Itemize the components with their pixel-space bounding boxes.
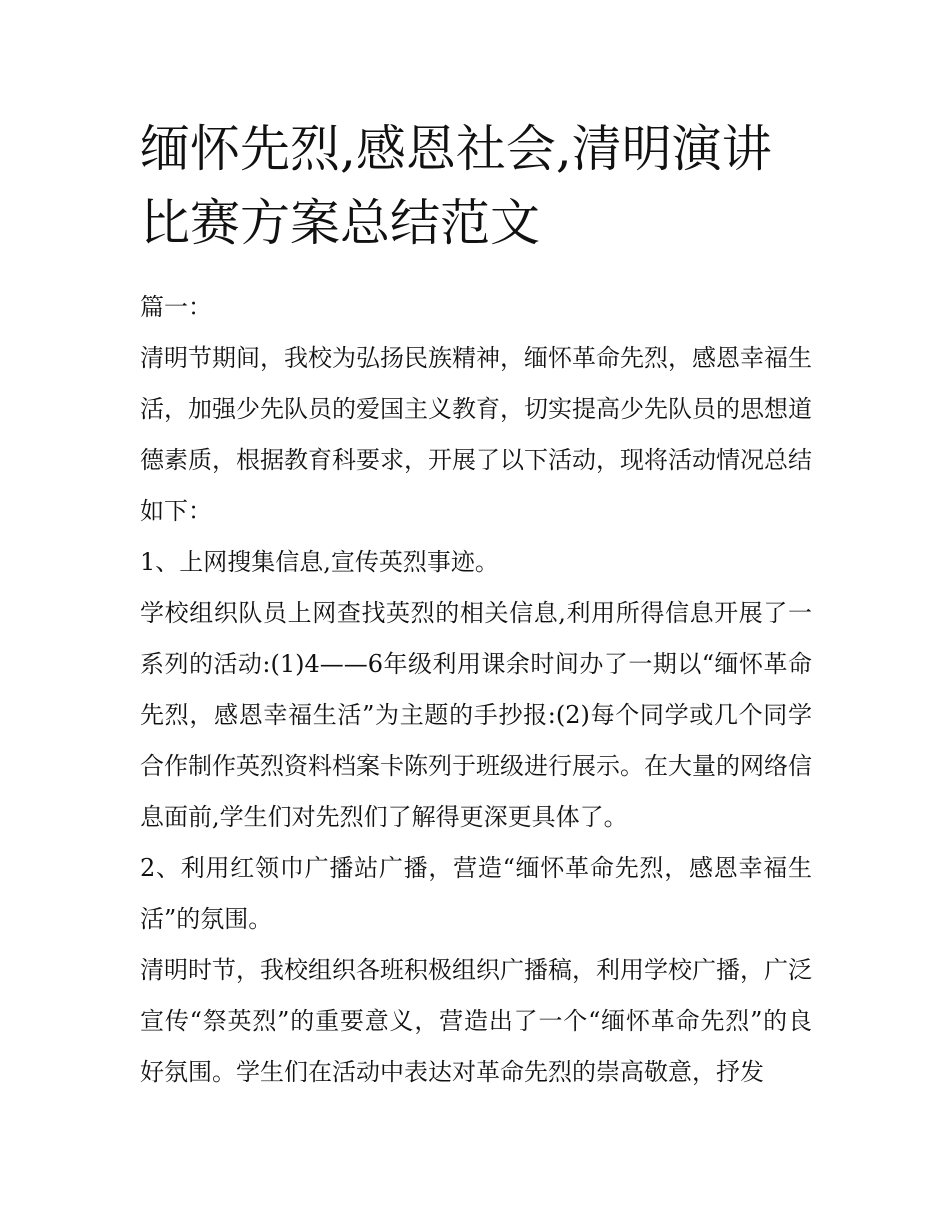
item-2-paragraph: 清明时节，我校组织各班积极组织广播稿，利用学校广播，广泛宣传“祭英烈”的重要意义，营造出了一个“缅怀革命先烈”的良好氛围。学生们在活动中表达对革命先烈的崇高敬意，抒发 xyxy=(140,956,812,1086)
item-2-heading: 2、利用红领巾广播站广播，营造“缅怀革命先烈，感恩幸福生活”的氛围。 xyxy=(140,854,812,933)
item-1-paragraph: 学校组织队员上网查找英烈的相关信息,利用所得信息开展了一系列的活动:(1)4——6年级利用课余时间办了一期以“缅怀革命先烈，感恩幸福生活”为主题的手抄报:(2)每个同学或几个同学合作制作英烈资料档案卡陈列于班级进行展示。在大量的网络信息面前,学生们对先烈们了解得更深更具体了。 xyxy=(140,599,812,831)
document-content xyxy=(140,112,812,1098)
document-title: 缅怀先烈,感恩社会,清明演讲比赛方案总结范文 xyxy=(140,120,772,252)
section-heading-part-one: 篇一： xyxy=(140,293,212,321)
document-body xyxy=(140,282,812,1098)
intro-paragraph: 清明节期间，我校为弘扬民族精神，缅怀革命先烈，感恩幸福生活，加强少先队员的爱国主义教育，切实提高少先队员的思想道德素质，根据教育科要求，开展了以下活动，现将活动情况总结如下： xyxy=(140,344,812,525)
item-1-heading: 1、上网搜集信息,宣传英烈事迹。 xyxy=(140,548,499,576)
